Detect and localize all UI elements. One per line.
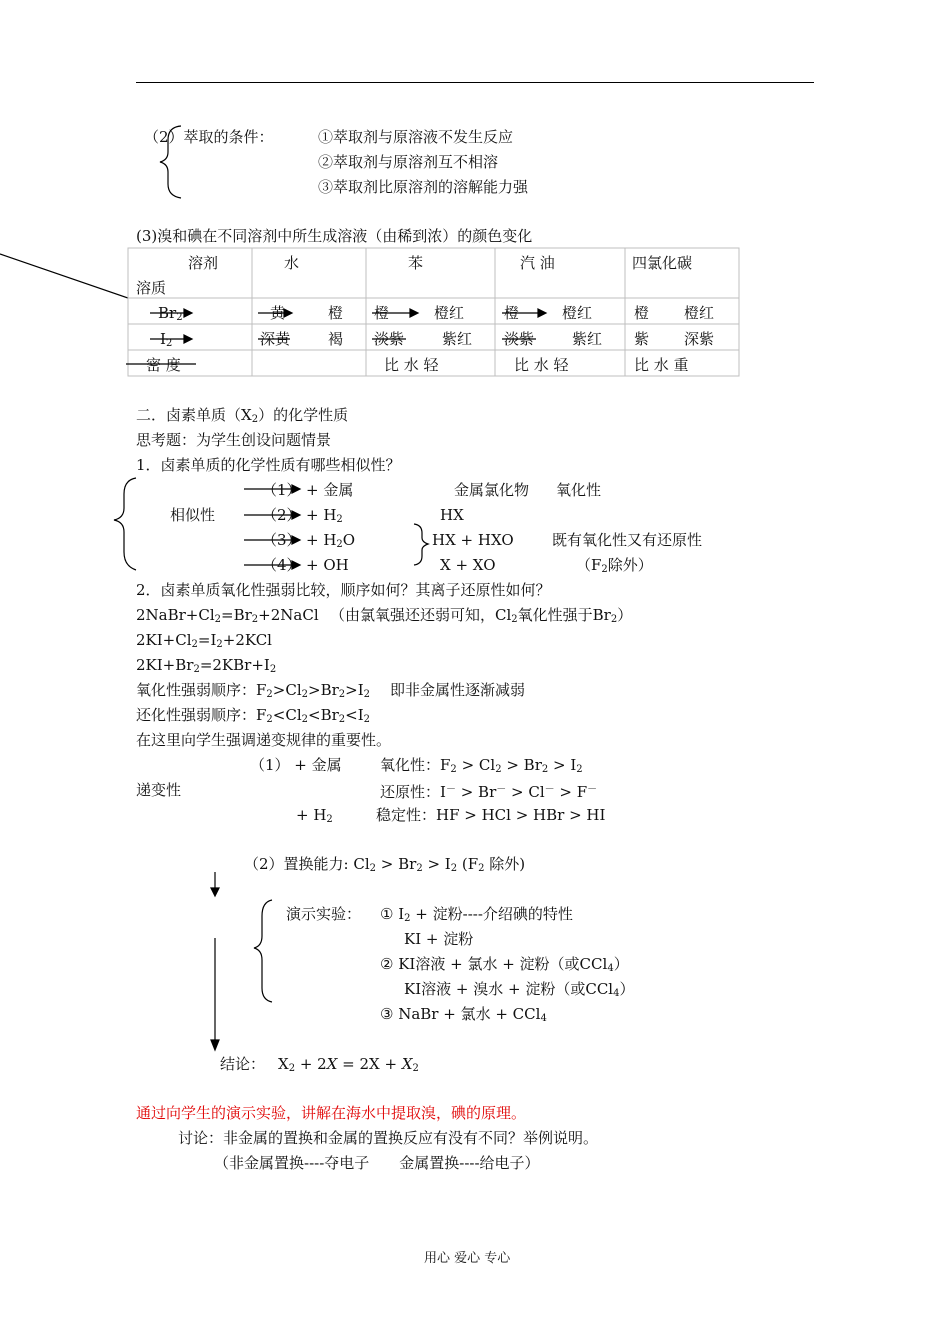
- discussion-answer: （非金属置换----夺电子 金属置换----给电子）: [214, 1154, 540, 1172]
- question-2: 2．卤素单质氧化性强弱比较，顺序如何？其离子还原性如何？: [136, 581, 551, 599]
- reaction-3-product: HX + HXO: [432, 531, 514, 549]
- product-brace: [414, 524, 428, 565]
- page-footer: 用心 爱心 专心: [424, 1251, 511, 1266]
- cell-i2-gasoline-conc: 紫红: [572, 330, 603, 348]
- reaction-4-reagent: + OH: [306, 556, 349, 574]
- solute-br2: $Br_2$: [158, 304, 183, 323]
- trend-stability: 稳定性：HF > HCl > HBr > HI: [376, 806, 606, 824]
- equation-2: $2KI+Cl_2=I_2+2KCl$: [136, 631, 272, 650]
- cell-br2-gasoline-dilute: 橙: [504, 304, 520, 322]
- reaction-1-num: （1）: [262, 481, 302, 499]
- reduction-order: 还化性强弱顺序：$F_2<Cl_2<Br_2<I_2$: [136, 706, 371, 725]
- conclusion-label: 结论：: [220, 1055, 266, 1073]
- cell-i2-water-conc: 褐: [328, 330, 344, 348]
- table-corner-solute: 溶质: [136, 279, 167, 297]
- cell-br2-water-dilute: 黄: [270, 304, 286, 322]
- cell-i2-benzene-conc: 紫红: [442, 330, 473, 348]
- solvent-header-gasoline: 汽 油: [520, 254, 555, 272]
- cell-i2-benzene-dilute: 淡紫: [374, 330, 405, 348]
- solute-i2: $I_2$: [160, 330, 173, 349]
- equation-3: $2KI+Br_2=2KBr+I_2$: [136, 656, 277, 675]
- cell-i2-gasoline-dilute: 淡紫: [504, 330, 535, 348]
- reaction-3-note: 既有氧化性又有还原性: [552, 531, 703, 549]
- demo-1: ① $I_2$ + 淀粉----介绍碘的特性: [380, 905, 573, 924]
- reaction-1-reagent: + 金属: [306, 481, 354, 499]
- solvent-header-benzene: 苯: [408, 254, 424, 272]
- demo-3: ③ NaBr + 氯水 + CCl$_4$: [380, 1005, 547, 1024]
- demo-brace: [254, 900, 272, 1002]
- trend-reduction: 还原性：I－ > Br－ > Cl－ > F－: [380, 783, 598, 801]
- trend-h2: + $H_2$: [296, 806, 333, 825]
- similarity-brace: [114, 478, 136, 570]
- table-diagonal: [0, 254, 128, 298]
- reaction-4-product: X + XO: [440, 556, 496, 574]
- reaction-3-reagent: + $H_2O$: [306, 531, 356, 550]
- red-summary-line: 通过向学生的演示实验，讲解在海水中提取溴，碘的原理。: [136, 1104, 527, 1122]
- cell-density-gasoline: 比 水 轻: [514, 356, 569, 374]
- solute-density: 密 度: [146, 356, 181, 374]
- reaction-1-product: 金属氯化物: [454, 481, 530, 499]
- question-1: 1．卤素单质的化学性质有哪些相似性？: [136, 456, 401, 474]
- extraction-item-1: ①萃取剂与原溶液不发生反应: [318, 128, 514, 146]
- cell-br2-gasoline-conc: 橙红: [562, 304, 593, 322]
- trend-arrows: [211, 872, 219, 1050]
- similarity-label: 相似性: [170, 506, 216, 524]
- conclusion-equation: $X_2 + 2X = 2X + X_2$: [278, 1055, 419, 1074]
- think-question: 思考题：为学生创设问题情景: [136, 431, 332, 449]
- extraction-label: （2）萃取的条件：: [144, 128, 274, 146]
- extraction-item-2: ②萃取剂与原溶剂互不相溶: [318, 153, 499, 171]
- reaction-2-reagent: + $H_2$: [306, 506, 343, 525]
- discussion-line: 讨论：非金属的置换和金属的置换反应有没有不同？举例说明。: [178, 1129, 599, 1147]
- reaction-4-note: （$F_2$除外）: [576, 556, 653, 575]
- cell-i2-ccl4-dilute: 紫: [634, 330, 650, 348]
- table-corner-solvent: 溶剂: [188, 254, 219, 272]
- cell-i2-ccl4-conc: 深紫: [684, 330, 715, 348]
- oxidation-order: 氧化性强弱顺序：$F_2>Cl_2>Br_2>I_2$: [136, 681, 371, 700]
- cell-br2-benzene-conc: 橙红: [434, 304, 465, 322]
- reaction-1-note: 氧化性: [556, 481, 602, 499]
- cell-br2-ccl4-dilute: 橙: [634, 304, 650, 322]
- cell-br2-ccl4-conc: 橙红: [684, 304, 715, 322]
- equation-1-note: （由氯氧强还还弱可知，$Cl_2$氧化性强于$Br_2$）: [330, 606, 633, 625]
- demo-label: 演示实验：: [286, 905, 362, 923]
- oxidation-note: 即非金属性逐渐减弱: [390, 681, 526, 699]
- table-caption: (3)溴和碘在不同溶剂中所生成溶液（由稀到浓）的颜色变化: [136, 227, 533, 245]
- equation-1: $2NaBr+Cl_2=Br_2+2NaCl$: [136, 606, 319, 625]
- trend-metal: （1） + 金属: [250, 756, 342, 774]
- emphasis-line: 在这里向学生强调递变规律的重要性。: [136, 731, 392, 749]
- reaction-4-num: （4）: [262, 556, 302, 574]
- reaction-3-num: （3）: [262, 531, 302, 549]
- demo-2b: KI溶液 + 溴水 + 淀粉（或CCl$_4$）: [404, 980, 635, 999]
- cell-i2-water-dilute: 深黄: [260, 330, 291, 348]
- reaction-2-product: HX: [440, 506, 464, 524]
- cell-br2-benzene-dilute: 橙: [374, 304, 390, 322]
- displacement-ability: （2）置换能力: $Cl_2 > Br_2 > I_2$ ($F_2$ 除外): [244, 855, 526, 874]
- solvent-header-water: 水: [284, 254, 300, 272]
- demo-2: ② KI溶液 + 氯水 + 淀粉（或CCl$_4$）: [380, 955, 629, 974]
- cell-br2-water-conc: 橙: [328, 304, 344, 322]
- trend-label: 递变性: [136, 781, 182, 799]
- trend-oxidation: 氧化性：$F_2 > Cl_2 > Br_2 > I_2$: [380, 756, 583, 775]
- cell-density-benzene: 比 水 轻: [384, 356, 439, 374]
- demo-1b: KI + 淀粉: [404, 930, 474, 948]
- cell-density-ccl4: 比 水 重: [634, 356, 689, 374]
- section2-heading: 二．卤素单质$(X_2)$的化学性质: [136, 406, 349, 425]
- extraction-item-3: ③萃取剂比原溶剂的溶解能力强: [318, 178, 529, 196]
- reaction-2-num: （2）: [262, 506, 302, 524]
- solvent-header-ccl4: 四氯化碳: [632, 254, 693, 272]
